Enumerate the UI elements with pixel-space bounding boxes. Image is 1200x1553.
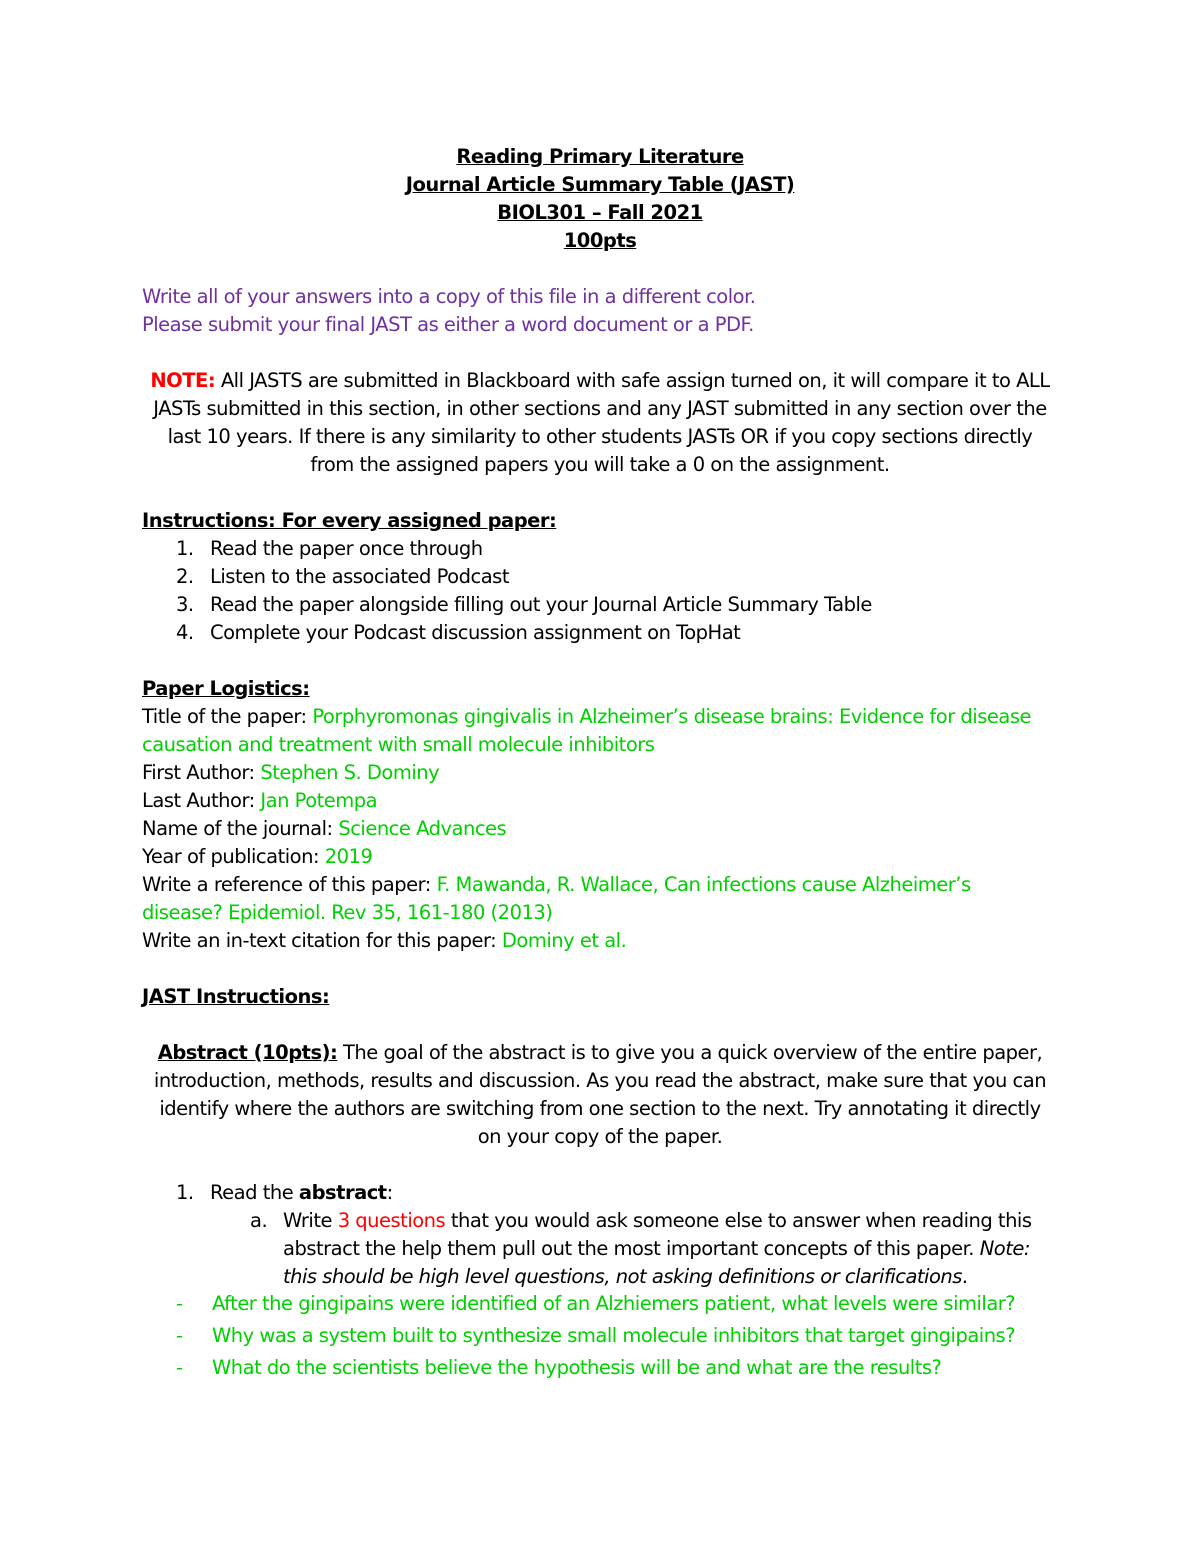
answer-dash: - <box>176 1292 183 1315</box>
sub-step-pre: Write <box>283 1209 338 1232</box>
course-term: BIOL301 – Fall 2021 <box>497 201 703 224</box>
year-value: 2019 <box>324 845 373 868</box>
doc-subtitle: Journal Article Summary Table (JAST) <box>405 173 795 196</box>
journal-label: Name of the journal: <box>142 817 339 840</box>
last-author-label: Last Author: <box>142 789 261 812</box>
first-author-value: Stephen S. Dominy <box>260 761 440 784</box>
answer-text: After the gingipains were identified of an Alzhiemers patient, what levels were similar? <box>212 1292 1016 1315</box>
note-line-4: from the assigned papers you will take a 0 on the assignment. <box>310 453 890 476</box>
note-line-3: last 10 years. If there is any similarity to other students JASTs OR if you copy sections directly <box>167 425 1033 448</box>
step-bold: abstract <box>298 1181 387 1204</box>
list-text: Complete your Podcast discussion assignment on TopHat <box>210 621 741 644</box>
abstract-line-1 <box>0 1039 1200 1067</box>
sub-step-note: Note: <box>979 1237 1030 1260</box>
intro-line-2: Please submit your final JAST as either a word document or a PDF. <box>142 313 754 336</box>
instruction-item <box>176 535 483 563</box>
paper-title-line <box>142 703 1031 731</box>
year-line <box>142 843 372 871</box>
answer-text: Why was a system built to synthesize small molecule inhibitors that target gingipains? <box>212 1324 1016 1347</box>
abstract-line-2: introduction, methods, results and discussion. As you read the abstract, make sure that you can <box>153 1069 1047 1092</box>
journal-value: Science Advances <box>338 817 507 840</box>
sub-step-line-2 <box>283 1235 1030 1263</box>
year-label: Year of publication: <box>142 845 325 868</box>
sub-step-line-3 <box>283 1263 968 1291</box>
note-text-1: All JASTS are submitted in Blackboard with safe assign turned on, it will compare it to ALL <box>215 369 1050 392</box>
sub-step-letter: a. <box>250 1209 268 1232</box>
reference-line <box>142 871 971 899</box>
answer-text: What do the scientists believe the hypothesis will be and what are the results? <box>212 1356 942 1379</box>
sub-step-period: . <box>961 1265 968 1288</box>
intro-line-1: Write all of your answers into a copy of this file in a different color. <box>142 285 756 308</box>
sub-step-note-text: this should be high level questions, not asking definitions or clarifications <box>283 1265 962 1288</box>
note-line-1 <box>0 367 1200 395</box>
first-author-label: First Author: <box>142 761 261 784</box>
list-number: 3. <box>176 593 194 616</box>
instruction-item <box>176 619 740 647</box>
abstract-label: Abstract (10pts): <box>157 1041 338 1064</box>
abstract-line-4: on your copy of the paper. <box>477 1125 723 1148</box>
jast-heading: JAST Instructions: <box>142 985 330 1008</box>
list-text: Read the paper once through <box>210 537 483 560</box>
sub-step-post: that you would ask someone else to answer when reading this <box>445 1209 1032 1232</box>
last-author-line <box>142 787 377 815</box>
list-number: 2. <box>176 565 194 588</box>
first-author-line <box>142 759 439 787</box>
last-author-value: Jan Potempa <box>260 789 378 812</box>
citation-value: Dominy et al. <box>501 929 627 952</box>
sub-step-text: abstract the help them pull out the most important concepts of this paper. <box>283 1237 980 1260</box>
paper-title-value-cont: causation and treatment with small molecule inhibitors <box>142 733 655 756</box>
citation-label: Write an in-text citation for this paper: <box>142 929 502 952</box>
reference-value: F. Mawanda, R. Wallace, Can infections cause Alzheimer’s <box>436 873 971 896</box>
step-colon: : <box>386 1181 393 1204</box>
paper-title-label: Title of the paper: <box>142 705 313 728</box>
instructions-heading: Instructions: For every assigned paper: <box>142 509 557 532</box>
abstract-step <box>176 1179 393 1207</box>
abstract-line-3: identify where the authors are switching from one section to the next. Try annotating it directly <box>159 1097 1041 1120</box>
paper-title-value: Porphyromonas gingivalis in Alzheimer’s disease brains: Evidence for disease <box>312 705 1031 728</box>
list-number: 1. <box>176 1181 194 1204</box>
abstract-text-1: The goal of the abstract is to give you a quick overview of the entire paper, <box>337 1041 1043 1064</box>
citation-line <box>142 927 626 955</box>
step-text: Read the <box>210 1181 299 1204</box>
instruction-item <box>176 591 872 619</box>
doc-title: Reading Primary Literature <box>456 145 744 168</box>
note-label: NOTE: <box>150 369 216 392</box>
reference-label: Write a reference of this paper: <box>142 873 437 896</box>
list-text: Listen to the associated Podcast <box>210 565 509 588</box>
list-number: 4. <box>176 621 194 644</box>
answer-dash: - <box>176 1356 183 1379</box>
reference-value-cont: disease? Epidemiol. Rev 35, 161-180 (2013) <box>142 901 553 924</box>
points-total: 100pts <box>563 229 637 252</box>
answer-dash: - <box>176 1324 183 1347</box>
instruction-item <box>176 563 509 591</box>
logistics-heading: Paper Logistics: <box>142 677 310 700</box>
journal-line <box>142 815 506 843</box>
list-number: 1. <box>176 537 194 560</box>
sub-step-line-1 <box>283 1207 1032 1235</box>
note-line-2: JASTs submitted in this section, in other sections and any JAST submitted in any section over the <box>153 397 1047 420</box>
list-text: Read the paper alongside filling out your Journal Article Summary Table <box>210 593 872 616</box>
sub-step-highlight: 3 questions <box>337 1209 446 1232</box>
